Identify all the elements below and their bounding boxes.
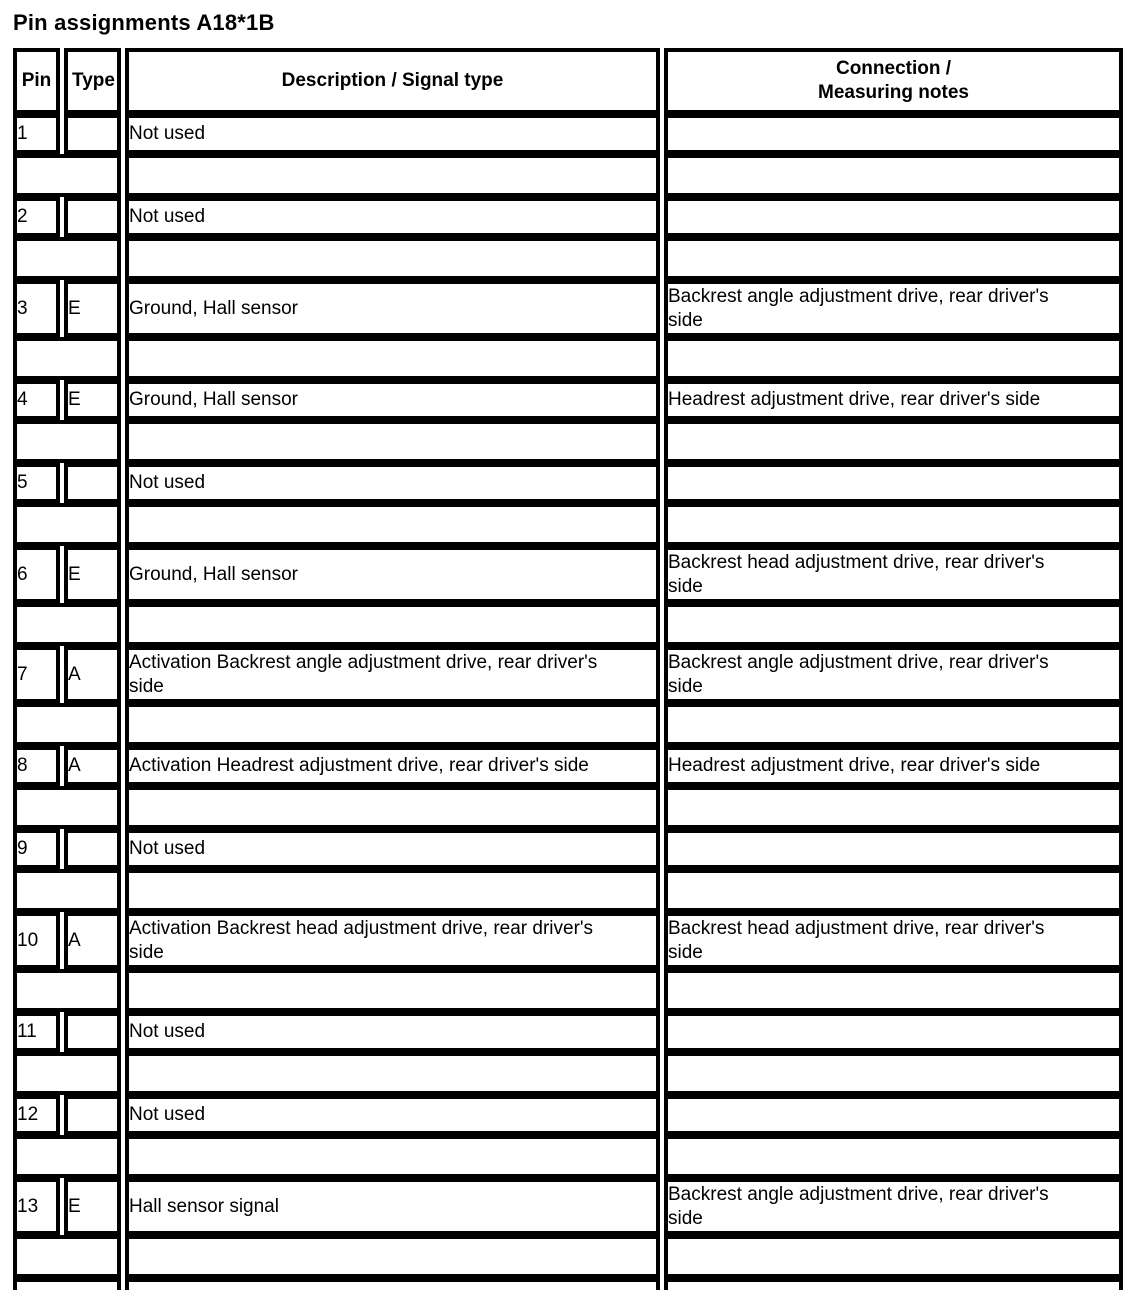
spacer-connection-cell: [664, 1235, 1123, 1278]
header-type: Type: [64, 48, 121, 114]
description-cell: [125, 114, 660, 154]
description-cell-text: Ground, Hall sensor: [129, 563, 298, 585]
spacer-connection-cell: [664, 969, 1123, 1012]
type-cell-text: A: [68, 929, 81, 951]
type-cell: [64, 646, 121, 703]
connection-cell: [664, 546, 1123, 603]
pin-cell: [13, 546, 60, 603]
description-cell-text: Activation Backrest angle adjustment drive, rear driver's side: [129, 651, 598, 697]
spacer-row: [13, 869, 1123, 912]
spacer-connection-cell: [664, 603, 1123, 646]
description-cell-text: Not used: [129, 838, 206, 859]
header-connection-line1: Connection /: [835, 58, 952, 79]
spacer-connection-cell: [664, 237, 1123, 280]
spacer-pin-type-cell: [13, 969, 121, 1012]
connection-cell-text: Backrest head adjustment drive, rear driver's side: [668, 551, 1045, 597]
spacer-connection-cell: [664, 1052, 1123, 1095]
description-cell: [125, 912, 660, 969]
pin-row-12: [13, 1095, 1123, 1135]
connection-cell: [664, 463, 1123, 503]
connection-cell-text: Headrest adjustment drive, rear driver's side: [668, 389, 1041, 410]
spacer-row: [13, 703, 1123, 746]
connection-cell: [664, 380, 1123, 420]
type-cell-text: E: [68, 389, 81, 410]
spacer-description-cell: [125, 869, 660, 912]
pin-cell: [13, 463, 60, 503]
spacer-row: [13, 420, 1123, 463]
spacer-row: [13, 1052, 1123, 1095]
spacer-description-cell: [125, 420, 660, 463]
spacer-connection-cell: [664, 786, 1123, 829]
connection-cell: [664, 114, 1123, 154]
pin-cell-text: 2: [17, 206, 28, 227]
description-cell-text: Not used: [129, 1104, 206, 1125]
spacer-pin-type-cell: [13, 503, 121, 546]
pin-cell-text: 6: [17, 563, 28, 585]
header-description: Description / Signal type: [125, 48, 660, 114]
pin-row-13: [13, 1178, 1123, 1235]
pin-cell: [13, 380, 60, 420]
pin-cell-text: 5: [17, 472, 28, 493]
description-cell-text: Not used: [129, 472, 206, 493]
connection-cell-text: Backrest head adjustment drive, rear driver's side: [668, 917, 1045, 963]
type-cell-text: E: [68, 1195, 81, 1217]
type-cell: [64, 280, 121, 337]
description-cell-text: Ground, Hall sensor: [129, 297, 298, 319]
table-header: [13, 48, 1123, 114]
pin-cell: [13, 280, 60, 337]
spacer-row: [13, 786, 1123, 829]
header-pin: Pin: [13, 48, 60, 114]
description-cell: [125, 1012, 660, 1052]
spacer-row: [13, 503, 1123, 546]
pin-cell-text: 1: [17, 123, 28, 144]
pin-cell: [13, 1178, 60, 1235]
pin-row-11: [13, 1012, 1123, 1052]
spacer-pin-type-cell: [13, 1278, 121, 1290]
spacer-pin-type-cell: [13, 1052, 121, 1095]
connection-cell-text: Backrest angle adjustment drive, rear driver's side: [668, 1183, 1049, 1229]
type-cell: [64, 829, 121, 869]
pin-cell-text: 13: [17, 1195, 39, 1217]
pin-cell-text: 10: [17, 929, 39, 951]
pin-cell-text: 3: [17, 297, 28, 319]
type-cell-text: E: [68, 563, 81, 585]
type-cell: [64, 380, 121, 420]
spacer-pin-type-cell: [13, 1135, 121, 1178]
spacer-description-cell: [125, 337, 660, 380]
spacer-pin-type-cell: [13, 154, 121, 197]
connection-cell: [664, 646, 1123, 703]
type-cell: [64, 463, 121, 503]
description-cell: [125, 829, 660, 869]
pin-row-1: [13, 114, 1123, 154]
spacer-connection-cell: [664, 703, 1123, 746]
spacer-row: [13, 969, 1123, 1012]
spacer-description-cell: [125, 786, 660, 829]
description-cell: [125, 380, 660, 420]
spacer-description-cell: [125, 154, 660, 197]
pin-row-4: [13, 380, 1123, 420]
spacer-row: [13, 603, 1123, 646]
pin-row-9: [13, 829, 1123, 869]
description-cell: [125, 746, 660, 786]
connection-cell: [664, 1012, 1123, 1052]
page-title: Pin assignments A18*1B: [13, 10, 275, 35]
type-cell: [64, 197, 121, 237]
type-cell: [64, 546, 121, 603]
spacer-row: [13, 237, 1123, 280]
pin-cell: [13, 829, 60, 869]
connection-cell: [664, 197, 1123, 237]
spacer-description-cell: [125, 969, 660, 1012]
spacer-pin-type-cell: [13, 420, 121, 463]
description-cell-text: Not used: [129, 123, 206, 144]
pin-row-5: [13, 463, 1123, 503]
type-cell: [64, 912, 121, 969]
spacer-description-cell: [125, 237, 660, 280]
type-cell: [64, 746, 121, 786]
description-cell-text: Not used: [129, 206, 206, 227]
connection-cell: [664, 746, 1123, 786]
pin-cell: [13, 746, 60, 786]
type-cell: [64, 1095, 121, 1135]
pin-row-7: [13, 646, 1123, 703]
spacer-row: [13, 1235, 1123, 1278]
spacer-connection-cell: [664, 420, 1123, 463]
spacer-description-cell: [125, 603, 660, 646]
spacer-row: [13, 337, 1123, 380]
spacer-row: [13, 1135, 1123, 1178]
description-cell-text: Not used: [129, 1021, 206, 1042]
pin-cell: [13, 114, 60, 154]
pin-cell: [13, 197, 60, 237]
header-row: [13, 48, 1123, 114]
table-body: [13, 114, 1123, 1290]
type-cell-text: A: [68, 755, 81, 776]
pin-cell: [13, 1012, 60, 1052]
spacer-connection-cell: [664, 1278, 1123, 1290]
spacer-pin-type-cell: [13, 786, 121, 829]
description-cell: [125, 280, 660, 337]
spacer-connection-cell: [664, 337, 1123, 380]
connection-cell: [664, 280, 1123, 337]
description-cell-text: Hall sensor signal: [129, 1195, 279, 1217]
description-cell: [125, 646, 660, 703]
spacer-row: [13, 1278, 1123, 1290]
type-cell-text: A: [68, 663, 81, 685]
spacer-connection-cell: [664, 154, 1123, 197]
connection-cell: [664, 1095, 1123, 1135]
pin-row-3: [13, 280, 1123, 337]
spacer-description-cell: [125, 1235, 660, 1278]
pin-row-2: [13, 197, 1123, 237]
spacer-pin-type-cell: [13, 337, 121, 380]
description-cell-text: Activation Backrest head adjustment drive, rear driver's side: [129, 917, 594, 963]
spacer-connection-cell: [664, 503, 1123, 546]
connection-cell: [664, 1178, 1123, 1235]
connection-cell: [664, 912, 1123, 969]
pin-assignments-table: [9, 48, 1127, 1290]
pin-cell-text: 4: [17, 389, 28, 410]
pin-cell-text: 7: [17, 663, 28, 685]
type-cell: [64, 1178, 121, 1235]
type-cell-text: E: [68, 297, 81, 319]
description-cell: [125, 546, 660, 603]
spacer-pin-type-cell: [13, 1235, 121, 1278]
header-connection: [664, 48, 1123, 114]
spacer-pin-type-cell: [13, 869, 121, 912]
connection-cell-text: Backrest angle adjustment drive, rear driver's side: [668, 651, 1049, 697]
description-cell-text: Activation Headrest adjustment drive, rear driver's side: [129, 755, 589, 776]
pin-cell-text: 11: [17, 1021, 37, 1042]
spacer-description-cell: [125, 1135, 660, 1178]
spacer-row: [13, 154, 1123, 197]
spacer-pin-type-cell: [13, 237, 121, 280]
connection-cell: [664, 829, 1123, 869]
pin-row-6: [13, 546, 1123, 603]
pin-cell: [13, 646, 60, 703]
header-connection-line2: Measuring notes: [818, 82, 969, 103]
connection-cell-text: Backrest angle adjustment drive, rear driver's side: [668, 285, 1049, 331]
description-cell: [125, 197, 660, 237]
spacer-pin-type-cell: [13, 703, 121, 746]
type-cell: [64, 1012, 121, 1052]
pin-row-10: [13, 912, 1123, 969]
connection-cell-text: Headrest adjustment drive, rear driver's side: [668, 755, 1041, 776]
spacer-description-cell: [125, 1278, 660, 1290]
pin-cell: [13, 912, 60, 969]
description-cell: [125, 1178, 660, 1235]
description-cell: [125, 463, 660, 503]
description-cell-text: Ground, Hall sensor: [129, 389, 298, 410]
spacer-description-cell: [125, 1052, 660, 1095]
spacer-pin-type-cell: [13, 603, 121, 646]
pin-cell-text: 12: [17, 1104, 39, 1125]
pin-cell-text: 8: [17, 755, 28, 776]
pin-cell-text: 9: [17, 838, 28, 859]
spacer-description-cell: [125, 503, 660, 546]
spacer-description-cell: [125, 703, 660, 746]
type-cell: [64, 114, 121, 154]
spacer-connection-cell: [664, 869, 1123, 912]
pin-row-8: [13, 746, 1123, 786]
spacer-connection-cell: [664, 1135, 1123, 1178]
pin-cell: [13, 1095, 60, 1135]
description-cell: [125, 1095, 660, 1135]
